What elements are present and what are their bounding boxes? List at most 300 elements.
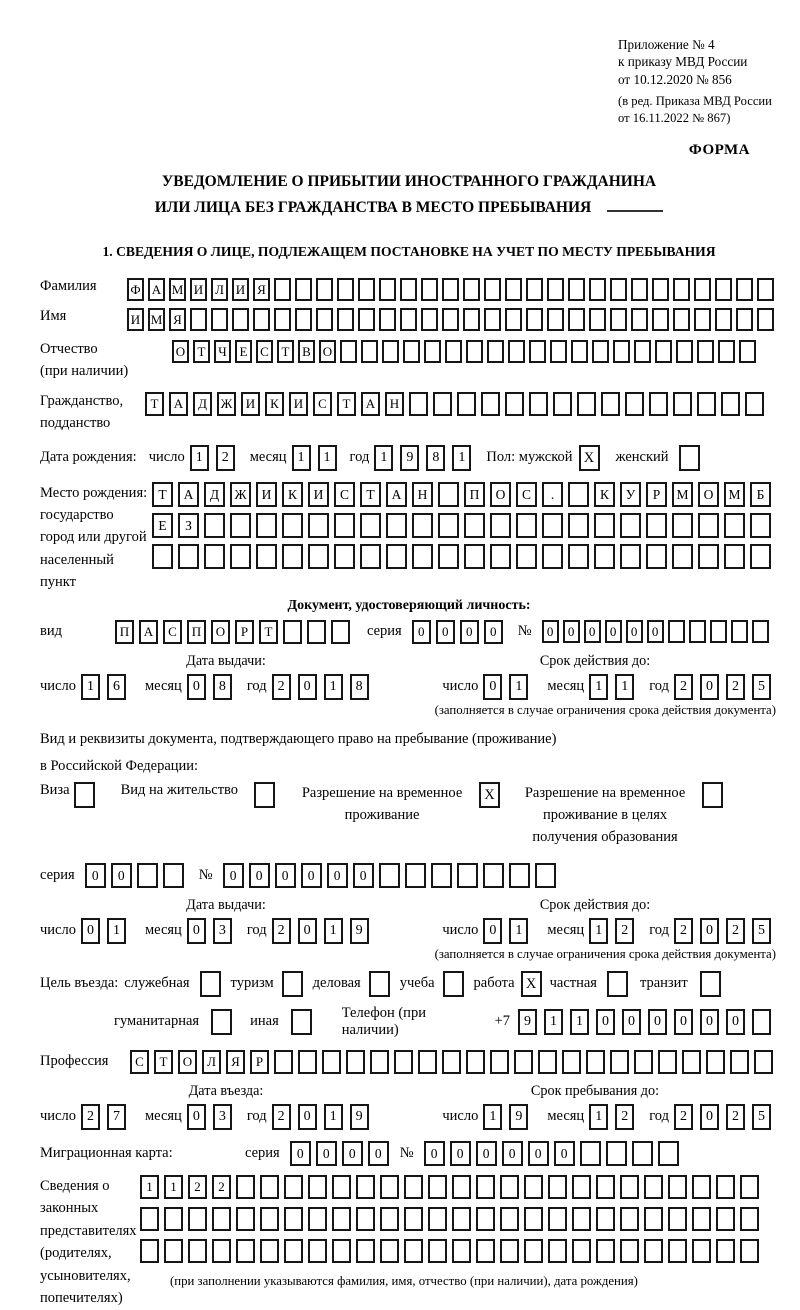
- char-cell[interactable]: Н: [412, 482, 433, 507]
- char-cell[interactable]: [694, 278, 711, 301]
- char-cell[interactable]: 1: [107, 918, 126, 944]
- char-cell[interactable]: Ф: [127, 278, 144, 301]
- char-cell[interactable]: О: [211, 620, 230, 644]
- char-cell[interactable]: А: [386, 482, 407, 507]
- char-cell[interactable]: [356, 1239, 375, 1263]
- char-cell[interactable]: [724, 544, 745, 569]
- char-cell[interactable]: [137, 863, 158, 888]
- char-cell[interactable]: 0: [223, 863, 244, 888]
- char-cell[interactable]: 1: [292, 445, 311, 471]
- char-cell[interactable]: 1: [509, 918, 528, 944]
- char-cell[interactable]: [256, 544, 277, 569]
- char-cell[interactable]: 0: [542, 620, 559, 643]
- char-cell[interactable]: [152, 544, 173, 569]
- char-cell[interactable]: 0: [353, 863, 374, 888]
- char-cell[interactable]: [382, 340, 399, 363]
- char-cell[interactable]: 5: [752, 918, 771, 944]
- char-cell[interactable]: [380, 1207, 399, 1231]
- char-cell[interactable]: 1: [509, 674, 528, 700]
- char-cell[interactable]: [274, 278, 291, 301]
- char-cell[interactable]: 0: [424, 1141, 445, 1166]
- char-cell[interactable]: И: [232, 278, 249, 301]
- char-cell[interactable]: [594, 544, 615, 569]
- char-cell[interactable]: [481, 392, 500, 416]
- char-cell[interactable]: [672, 513, 693, 538]
- char-cell[interactable]: [445, 340, 462, 363]
- char-cell[interactable]: [308, 513, 329, 538]
- char-cell[interactable]: 0: [316, 1141, 337, 1166]
- char-cell[interactable]: [542, 544, 563, 569]
- char-cell[interactable]: 0: [187, 1104, 206, 1130]
- char-cell[interactable]: [601, 392, 620, 416]
- char-cell[interactable]: [476, 1207, 495, 1231]
- char-cell[interactable]: Т: [145, 392, 164, 416]
- char-cell[interactable]: [716, 1175, 735, 1199]
- char-cell[interactable]: О: [178, 1050, 197, 1074]
- char-cell[interactable]: И: [308, 482, 329, 507]
- char-cell[interactable]: [442, 1050, 461, 1074]
- char-cell[interactable]: 2: [674, 1104, 693, 1130]
- char-cell[interactable]: 0: [412, 620, 431, 644]
- char-cell[interactable]: [274, 1050, 293, 1074]
- char-cell[interactable]: 1: [318, 445, 337, 471]
- purpose-private-checkbox[interactable]: [607, 971, 628, 997]
- char-cell[interactable]: [140, 1239, 159, 1263]
- char-cell[interactable]: [394, 1050, 413, 1074]
- char-cell[interactable]: 0: [298, 674, 317, 700]
- char-cell[interactable]: [433, 392, 452, 416]
- char-cell[interactable]: [442, 308, 459, 331]
- char-cell[interactable]: 1: [570, 1009, 589, 1035]
- char-cell[interactable]: [514, 1050, 533, 1074]
- char-cell[interactable]: [548, 1175, 567, 1199]
- visa-checkbox[interactable]: [74, 782, 95, 808]
- char-cell[interactable]: 0: [275, 863, 296, 888]
- char-cell[interactable]: 8: [350, 674, 369, 700]
- char-cell[interactable]: [337, 278, 354, 301]
- char-cell[interactable]: [188, 1207, 207, 1231]
- char-cell[interactable]: [673, 308, 690, 331]
- char-cell[interactable]: [253, 308, 270, 331]
- char-cell[interactable]: [698, 544, 719, 569]
- char-cell[interactable]: С: [130, 1050, 149, 1074]
- purpose-official-checkbox[interactable]: [200, 971, 221, 997]
- char-cell[interactable]: 5: [752, 1104, 771, 1130]
- char-cell[interactable]: О: [319, 340, 336, 363]
- char-cell[interactable]: [379, 278, 396, 301]
- char-cell[interactable]: [500, 1175, 519, 1199]
- char-cell[interactable]: 0: [450, 1141, 471, 1166]
- char-cell[interactable]: [428, 1207, 447, 1231]
- char-cell[interactable]: [400, 278, 417, 301]
- char-cell[interactable]: 1: [140, 1175, 159, 1199]
- char-cell[interactable]: [274, 308, 291, 331]
- char-cell[interactable]: [421, 308, 438, 331]
- char-cell[interactable]: [282, 544, 303, 569]
- char-cell[interactable]: Т: [360, 482, 381, 507]
- char-cell[interactable]: [568, 513, 589, 538]
- char-cell[interactable]: 0: [436, 620, 455, 644]
- char-cell[interactable]: [658, 1050, 677, 1074]
- char-cell[interactable]: [631, 308, 648, 331]
- char-cell[interactable]: [308, 1175, 327, 1199]
- char-cell[interactable]: [524, 1175, 543, 1199]
- char-cell[interactable]: [236, 1239, 255, 1263]
- char-cell[interactable]: 2: [726, 674, 745, 700]
- char-cell[interactable]: 1: [483, 1104, 502, 1130]
- char-cell[interactable]: [337, 308, 354, 331]
- char-cell[interactable]: [412, 544, 433, 569]
- char-cell[interactable]: 0: [563, 620, 580, 643]
- char-cell[interactable]: [346, 1050, 365, 1074]
- char-cell[interactable]: [673, 392, 692, 416]
- char-cell[interactable]: [379, 308, 396, 331]
- char-cell[interactable]: [490, 513, 511, 538]
- char-cell[interactable]: 1: [324, 918, 343, 944]
- char-cell[interactable]: [646, 513, 667, 538]
- char-cell[interactable]: [718, 340, 735, 363]
- char-cell[interactable]: [483, 863, 504, 888]
- char-cell[interactable]: О: [698, 482, 719, 507]
- char-cell[interactable]: [400, 308, 417, 331]
- char-cell[interactable]: И: [241, 392, 260, 416]
- char-cell[interactable]: [577, 392, 596, 416]
- char-cell[interactable]: 0: [342, 1141, 363, 1166]
- char-cell[interactable]: [634, 340, 651, 363]
- char-cell[interactable]: [646, 544, 667, 569]
- char-cell[interactable]: [438, 544, 459, 569]
- char-cell[interactable]: [380, 1239, 399, 1263]
- char-cell[interactable]: А: [148, 278, 165, 301]
- char-cell[interactable]: [750, 513, 771, 538]
- char-cell[interactable]: [620, 1207, 639, 1231]
- char-cell[interactable]: 0: [460, 620, 479, 644]
- char-cell[interactable]: 2: [188, 1175, 207, 1199]
- char-cell[interactable]: [298, 1050, 317, 1074]
- char-cell[interactable]: [529, 340, 546, 363]
- char-cell[interactable]: [736, 278, 753, 301]
- char-cell[interactable]: 2: [81, 1104, 100, 1130]
- char-cell[interactable]: 0: [596, 1009, 615, 1035]
- char-cell[interactable]: [724, 513, 745, 538]
- char-cell[interactable]: А: [139, 620, 158, 644]
- char-cell[interactable]: М: [169, 278, 186, 301]
- char-cell[interactable]: [283, 620, 302, 644]
- char-cell[interactable]: [484, 308, 501, 331]
- char-cell[interactable]: [332, 1207, 351, 1231]
- char-cell[interactable]: [516, 513, 537, 538]
- char-cell[interactable]: [692, 1207, 711, 1231]
- char-cell[interactable]: [736, 308, 753, 331]
- char-cell[interactable]: [476, 1175, 495, 1199]
- char-cell[interactable]: [542, 513, 563, 538]
- char-cell[interactable]: Ч: [214, 340, 231, 363]
- char-cell[interactable]: [652, 308, 669, 331]
- char-cell[interactable]: 0: [626, 620, 643, 643]
- char-cell[interactable]: [625, 392, 644, 416]
- char-cell[interactable]: [754, 1050, 773, 1074]
- char-cell[interactable]: [752, 1009, 771, 1035]
- char-cell[interactable]: [721, 392, 740, 416]
- char-cell[interactable]: 0: [187, 918, 206, 944]
- char-cell[interactable]: 0: [700, 674, 719, 700]
- char-cell[interactable]: 0: [674, 1009, 693, 1035]
- char-cell[interactable]: 2: [272, 918, 291, 944]
- char-cell[interactable]: [360, 544, 381, 569]
- char-cell[interactable]: М: [724, 482, 745, 507]
- char-cell[interactable]: [750, 544, 771, 569]
- char-cell[interactable]: Л: [202, 1050, 221, 1074]
- char-cell[interactable]: Р: [250, 1050, 269, 1074]
- char-cell[interactable]: [260, 1175, 279, 1199]
- char-cell[interactable]: М: [672, 482, 693, 507]
- char-cell[interactable]: А: [361, 392, 380, 416]
- char-cell[interactable]: [204, 544, 225, 569]
- char-cell[interactable]: Е: [152, 513, 173, 538]
- char-cell[interactable]: [668, 1239, 687, 1263]
- char-cell[interactable]: [730, 1050, 749, 1074]
- char-cell[interactable]: [438, 482, 459, 507]
- char-cell[interactable]: [668, 1175, 687, 1199]
- char-cell[interactable]: 0: [327, 863, 348, 888]
- char-cell[interactable]: [356, 1207, 375, 1231]
- purpose-other-checkbox[interactable]: [291, 1009, 312, 1035]
- char-cell[interactable]: 5: [752, 674, 771, 700]
- char-cell[interactable]: Б: [750, 482, 771, 507]
- char-cell[interactable]: [490, 1050, 509, 1074]
- char-cell[interactable]: [236, 1207, 255, 1231]
- char-cell[interactable]: [484, 278, 501, 301]
- char-cell[interactable]: М: [148, 308, 165, 331]
- char-cell[interactable]: [526, 278, 543, 301]
- char-cell[interactable]: [553, 392, 572, 416]
- char-cell[interactable]: [568, 482, 589, 507]
- purpose-humanitarian-checkbox[interactable]: [211, 1009, 232, 1035]
- char-cell[interactable]: [610, 1050, 629, 1074]
- char-cell[interactable]: [547, 308, 564, 331]
- char-cell[interactable]: [652, 278, 669, 301]
- char-cell[interactable]: [431, 863, 452, 888]
- char-cell[interactable]: [634, 1050, 653, 1074]
- char-cell[interactable]: [282, 513, 303, 538]
- char-cell[interactable]: [316, 278, 333, 301]
- char-cell[interactable]: [505, 308, 522, 331]
- char-cell[interactable]: [457, 863, 478, 888]
- char-cell[interactable]: [334, 544, 355, 569]
- char-cell[interactable]: [404, 1239, 423, 1263]
- char-cell[interactable]: Я: [169, 308, 186, 331]
- char-cell[interactable]: [508, 340, 525, 363]
- char-cell[interactable]: [716, 1207, 735, 1231]
- char-cell[interactable]: Т: [337, 392, 356, 416]
- char-cell[interactable]: [596, 1207, 615, 1231]
- purpose-transit-checkbox[interactable]: [700, 971, 721, 997]
- char-cell[interactable]: А: [178, 482, 199, 507]
- char-cell[interactable]: [405, 863, 426, 888]
- char-cell[interactable]: 0: [528, 1141, 549, 1166]
- sex-male-checkbox[interactable]: X: [579, 445, 600, 471]
- char-cell[interactable]: П: [464, 482, 485, 507]
- char-cell[interactable]: [260, 1207, 279, 1231]
- char-cell[interactable]: [731, 620, 748, 643]
- char-cell[interactable]: 0: [483, 674, 502, 700]
- char-cell[interactable]: [710, 620, 727, 643]
- char-cell[interactable]: [620, 1239, 639, 1263]
- purpose-business-checkbox[interactable]: [369, 971, 390, 997]
- char-cell[interactable]: 2: [272, 1104, 291, 1130]
- char-cell[interactable]: [589, 308, 606, 331]
- char-cell[interactable]: [361, 340, 378, 363]
- char-cell[interactable]: 0: [726, 1009, 745, 1035]
- char-cell[interactable]: [509, 863, 530, 888]
- char-cell[interactable]: Я: [226, 1050, 245, 1074]
- char-cell[interactable]: [562, 1050, 581, 1074]
- char-cell[interactable]: [580, 1141, 601, 1166]
- char-cell[interactable]: 0: [647, 620, 664, 643]
- char-cell[interactable]: 0: [700, 1104, 719, 1130]
- char-cell[interactable]: [644, 1175, 663, 1199]
- char-cell[interactable]: 6: [107, 674, 126, 700]
- char-cell[interactable]: 3: [213, 918, 232, 944]
- char-cell[interactable]: Е: [235, 340, 252, 363]
- residence-permit-checkbox[interactable]: [254, 782, 275, 808]
- char-cell[interactable]: [500, 1207, 519, 1231]
- char-cell[interactable]: [178, 544, 199, 569]
- char-cell[interactable]: [586, 1050, 605, 1074]
- char-cell[interactable]: [334, 513, 355, 538]
- char-cell[interactable]: [358, 308, 375, 331]
- char-cell[interactable]: [610, 308, 627, 331]
- char-cell[interactable]: [358, 278, 375, 301]
- char-cell[interactable]: [505, 392, 524, 416]
- char-cell[interactable]: 2: [726, 918, 745, 944]
- char-cell[interactable]: [464, 544, 485, 569]
- char-cell[interactable]: [428, 1175, 447, 1199]
- purpose-tourism-checkbox[interactable]: [282, 971, 303, 997]
- char-cell[interactable]: [236, 1175, 255, 1199]
- char-cell[interactable]: К: [282, 482, 303, 507]
- char-cell[interactable]: 0: [298, 918, 317, 944]
- purpose-work-checkbox[interactable]: X: [521, 971, 542, 997]
- char-cell[interactable]: [715, 278, 732, 301]
- char-cell[interactable]: [466, 340, 483, 363]
- char-cell[interactable]: 1: [452, 445, 471, 471]
- char-cell[interactable]: [438, 513, 459, 538]
- char-cell[interactable]: 0: [249, 863, 270, 888]
- char-cell[interactable]: [676, 340, 693, 363]
- char-cell[interactable]: [606, 1141, 627, 1166]
- char-cell[interactable]: Д: [193, 392, 212, 416]
- char-cell[interactable]: [452, 1239, 471, 1263]
- temp-permit-checkbox[interactable]: X: [479, 782, 500, 808]
- char-cell[interactable]: [386, 544, 407, 569]
- char-cell[interactable]: 1: [374, 445, 393, 471]
- char-cell[interactable]: 0: [502, 1141, 523, 1166]
- char-cell[interactable]: [706, 1050, 725, 1074]
- char-cell[interactable]: [457, 392, 476, 416]
- char-cell[interactable]: [308, 1239, 327, 1263]
- char-cell[interactable]: [230, 513, 251, 538]
- temp-permit-edu-checkbox[interactable]: [702, 782, 723, 808]
- char-cell[interactable]: С: [163, 620, 182, 644]
- char-cell[interactable]: 2: [615, 918, 634, 944]
- char-cell[interactable]: [412, 513, 433, 538]
- char-cell[interactable]: [547, 278, 564, 301]
- char-cell[interactable]: 8: [213, 674, 232, 700]
- char-cell[interactable]: [694, 308, 711, 331]
- char-cell[interactable]: [295, 308, 312, 331]
- char-cell[interactable]: [715, 308, 732, 331]
- char-cell[interactable]: [698, 513, 719, 538]
- char-cell[interactable]: [403, 340, 420, 363]
- char-cell[interactable]: 0: [111, 863, 132, 888]
- char-cell[interactable]: [673, 278, 690, 301]
- char-cell[interactable]: [620, 513, 641, 538]
- char-cell[interactable]: 1: [589, 674, 608, 700]
- char-cell[interactable]: [487, 340, 504, 363]
- char-cell[interactable]: 3: [213, 1104, 232, 1130]
- char-cell[interactable]: [211, 308, 228, 331]
- char-cell[interactable]: [745, 392, 764, 416]
- char-cell[interactable]: [463, 308, 480, 331]
- char-cell[interactable]: [740, 1239, 759, 1263]
- char-cell[interactable]: Ж: [230, 482, 251, 507]
- char-cell[interactable]: 2: [212, 1175, 231, 1199]
- char-cell[interactable]: Т: [152, 482, 173, 507]
- char-cell[interactable]: 0: [187, 674, 206, 700]
- char-cell[interactable]: Я: [253, 278, 270, 301]
- char-cell[interactable]: 1: [324, 1104, 343, 1130]
- char-cell[interactable]: [572, 1239, 591, 1263]
- char-cell[interactable]: [331, 620, 350, 644]
- char-cell[interactable]: [524, 1239, 543, 1263]
- char-cell[interactable]: [404, 1207, 423, 1231]
- char-cell[interactable]: [516, 544, 537, 569]
- char-cell[interactable]: 8: [426, 445, 445, 471]
- char-cell[interactable]: [490, 544, 511, 569]
- char-cell[interactable]: [505, 278, 522, 301]
- char-cell[interactable]: Р: [646, 482, 667, 507]
- char-cell[interactable]: 9: [518, 1009, 537, 1035]
- char-cell[interactable]: 1: [81, 674, 100, 700]
- char-cell[interactable]: П: [187, 620, 206, 644]
- char-cell[interactable]: 0: [301, 863, 322, 888]
- char-cell[interactable]: [649, 392, 668, 416]
- char-cell[interactable]: 7: [107, 1104, 126, 1130]
- char-cell[interactable]: 0: [81, 918, 100, 944]
- char-cell[interactable]: Т: [193, 340, 210, 363]
- char-cell[interactable]: [284, 1239, 303, 1263]
- sex-female-checkbox[interactable]: [679, 445, 700, 471]
- char-cell[interactable]: 0: [298, 1104, 317, 1130]
- char-cell[interactable]: 1: [544, 1009, 563, 1035]
- char-cell[interactable]: [256, 513, 277, 538]
- char-cell[interactable]: [163, 863, 184, 888]
- char-cell[interactable]: Т: [259, 620, 278, 644]
- char-cell[interactable]: [476, 1239, 495, 1263]
- char-cell[interactable]: [307, 620, 326, 644]
- char-cell[interactable]: 0: [700, 1009, 719, 1035]
- char-cell[interactable]: [757, 278, 774, 301]
- char-cell[interactable]: [592, 340, 609, 363]
- char-cell[interactable]: И: [127, 308, 144, 331]
- char-cell[interactable]: [140, 1207, 159, 1231]
- char-cell[interactable]: [360, 513, 381, 538]
- char-cell[interactable]: [668, 1207, 687, 1231]
- char-cell[interactable]: [212, 1239, 231, 1263]
- char-cell[interactable]: 2: [272, 674, 291, 700]
- char-cell[interactable]: [421, 278, 438, 301]
